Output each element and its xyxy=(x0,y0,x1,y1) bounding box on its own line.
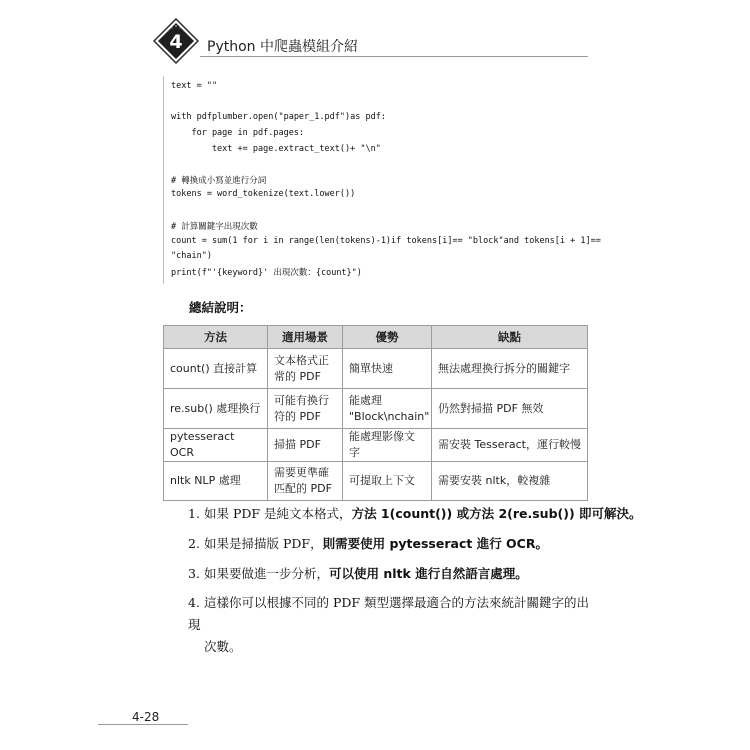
list-number: 1. xyxy=(188,506,200,521)
summary-heading: 總結說明： xyxy=(189,300,252,315)
code-line: text += page.extract_text()+ "\n" xyxy=(171,144,381,154)
list-number: 3. xyxy=(188,566,200,581)
cell-scene: 文本格式正常的 PDF xyxy=(268,349,343,389)
code-block xyxy=(163,76,601,284)
chapter-badge xyxy=(153,18,199,64)
comparison-table xyxy=(163,325,588,501)
code-line: tokens = word_tokenize(text.lower()) xyxy=(171,189,356,199)
list-item xyxy=(188,564,528,582)
code-line: text = "" xyxy=(171,81,218,91)
code-comment: # 轉換成小寫並進行分詞 xyxy=(171,176,267,186)
header-divider xyxy=(200,56,588,57)
code-line: for page in pdf.pages: xyxy=(171,128,305,138)
page-number: 4-28 xyxy=(132,710,160,724)
cell-advantage: 能處理影像文字 xyxy=(343,429,432,462)
footer-divider xyxy=(98,724,188,725)
chapter-number: 4 xyxy=(169,31,183,53)
table-row xyxy=(164,349,588,389)
header-scene: 適用場景 xyxy=(268,326,343,349)
cell-drawback: 需要安裝 nltk，較複雜 xyxy=(432,462,588,501)
table-row xyxy=(164,429,588,462)
list-text: 如果要做進一步分析， xyxy=(204,566,330,581)
chapter-diamond-icon xyxy=(153,18,199,64)
cell-method: re.sub() 處理換行 xyxy=(164,389,268,429)
cell-method: pytesseract OCR xyxy=(164,429,268,462)
list-item xyxy=(188,534,548,552)
table-header-row xyxy=(164,326,588,349)
chapter-title: Python 中爬蟲模組介紹 xyxy=(207,39,358,55)
cell-scene: 可能有換行符的 PDF xyxy=(268,389,343,429)
header-method: 方法 xyxy=(164,326,268,349)
code-line: print(f"'{keyword}' 出現次數：{count}") xyxy=(171,268,362,278)
table-row xyxy=(164,389,588,429)
list-item xyxy=(188,592,593,658)
cell-scene: 需要更準確匹配的 PDF xyxy=(268,462,343,501)
cell-scene: 掃描 PDF xyxy=(268,429,343,462)
list-item xyxy=(188,504,642,522)
cell-advantage: 可提取上下文 xyxy=(343,462,432,501)
cell-drawback: 仍然對掃描 PDF 無效 xyxy=(432,389,588,429)
code-line: count = sum(1 for i in range(len(tokens)-1)if tokens[i]== "block"and tokens[i + 1]== xyxy=(171,236,601,246)
code-line: "chain") xyxy=(171,251,212,261)
list-text: 如果 PDF 是純文本格式， xyxy=(204,506,352,521)
list-emphasis: 方法 1(count()) 或方法 2(re.sub()) 即可解決。 xyxy=(351,506,642,521)
list-emphasis: 則需要使用 pytesseract 進行 OCR。 xyxy=(322,536,548,551)
cell-method: nltk NLP 處理 xyxy=(164,462,268,501)
code-comment: # 計算關鍵字出現次數 xyxy=(171,222,258,232)
list-emphasis: 可以使用 nltk 進行自然語言處理。 xyxy=(329,566,528,581)
code-line: with pdfplumber.open("paper_1.pdf")as pdf: xyxy=(171,112,386,122)
cell-drawback: 無法處理換行拆分的關鍵字 xyxy=(432,349,588,389)
list-text-continued: 次數。 xyxy=(204,639,242,654)
header-drawback: 缺點 xyxy=(432,326,588,349)
list-number: 2. xyxy=(188,536,200,551)
cell-drawback: 需安裝 Tesseract，運行較慢 xyxy=(432,429,588,462)
table-row xyxy=(164,462,588,501)
cell-advantage: 簡單快速 xyxy=(343,349,432,389)
list-text: 這樣你可以根據不同的 PDF 類型選擇最適合的方法來統計關鍵字的出現 xyxy=(188,595,590,632)
header-advantage: 優勢 xyxy=(343,326,432,349)
cell-method: count() 直接計算 xyxy=(164,349,268,389)
cell-advantage: 能處理 "Block\nchain" xyxy=(343,389,432,429)
list-number: 4. xyxy=(188,595,200,610)
list-text: 如果是掃描版 PDF， xyxy=(204,536,323,551)
